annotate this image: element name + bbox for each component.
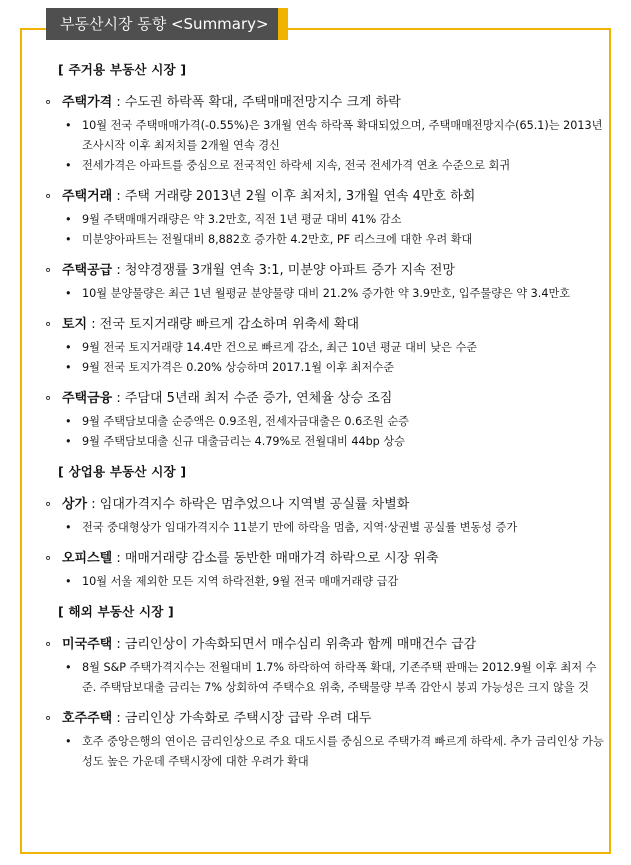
topic-description: : 금리인상 가속화로 주택시장 급락 우려 대두 — [112, 711, 372, 726]
bullet-list — [42, 338, 612, 378]
summary-content — [42, 58, 612, 782]
bullet-item: • 8월 S&P 주택가격지수는 전월대비 1.7% 하락하여 하락폭 확대, 기존주택 판매는 2012.9월 이후 최저 수준. 주택담보대출 금리는 7% 상회하여 주택수요 위축, 주택물량 부족 감안시 붕괴 가능성은 크지 않을 것 — [42, 658, 612, 698]
topic-heading — [42, 260, 612, 282]
topic-label: 상가 — [62, 497, 88, 512]
bullet-list — [42, 116, 612, 176]
topic-heading — [42, 186, 612, 208]
bullet-item: • 10월 서울 제외한 모든 지역 하락전환, 9월 전국 매매거래량 급감 — [42, 572, 612, 592]
topic-item — [42, 388, 612, 452]
topic-label: 토지 — [62, 317, 88, 332]
bullet-list — [42, 412, 612, 452]
bullet-list — [42, 658, 612, 698]
circle-bullet-icon: ∘ — [44, 391, 53, 406]
bullet-list — [42, 732, 612, 772]
circle-bullet-icon: ∘ — [44, 637, 53, 652]
topic-heading — [42, 548, 612, 570]
bullet-item: • 전세가격은 아파트를 중심으로 전국적인 하락세 지속, 전국 전세가격 연초 수준으로 회귀 — [42, 156, 612, 176]
topic-item — [42, 708, 612, 772]
topic-item — [42, 494, 612, 538]
bullet-list — [42, 518, 612, 538]
topic-label: 호주주택 — [62, 711, 113, 726]
bullet-list — [42, 210, 612, 250]
topic-item — [42, 260, 612, 304]
topic-heading — [42, 634, 612, 656]
circle-bullet-icon: ∘ — [44, 263, 53, 278]
section-header: [ 상업용 부동산 시장 ] — [58, 464, 187, 479]
section-header: [ 주거용 부동산 시장 ] — [58, 62, 187, 77]
bullet-item: • 9월 주택매매거래량은 약 3.2만호, 직전 1년 평균 대비 41% 감소 — [42, 210, 612, 230]
section-header: [ 해외 부동산 시장 ] — [58, 604, 174, 619]
circle-bullet-icon: ∘ — [44, 95, 53, 110]
circle-bullet-icon: ∘ — [44, 189, 53, 204]
topic-heading — [42, 494, 612, 516]
bullet-item: • 미분양아파트는 전월대비 8,882호 증가한 4.2만호, PF 리스크에 대한 우려 확대 — [42, 230, 612, 250]
bullet-item: • 9월 전국 토지가격은 0.20% 상승하며 2017.1월 이후 최저수준 — [42, 358, 612, 378]
bullet-item: • 10월 분양물량은 최근 1년 월평균 분양물량 대비 21.2% 증가한 약 3.9만호, 입주물량은 약 3.4만호 — [42, 284, 612, 304]
topic-heading — [42, 314, 612, 336]
topic-heading — [42, 388, 612, 410]
bullet-list — [42, 284, 612, 304]
topic-label: 미국주택 — [62, 637, 113, 652]
bullet-list — [42, 572, 612, 592]
topic-description: : 수도권 하락폭 확대, 주택매매전망지수 크게 하락 — [112, 95, 401, 110]
topic-description: : 주담대 5년래 최저 수준 증가, 연체율 상승 조짐 — [112, 391, 393, 406]
topic-label: 주택금융 — [62, 391, 113, 406]
topic-label: 주택공급 — [62, 263, 113, 278]
bullet-item: • 전국 중대형상가 임대가격지수 11분기 만에 하락을 멈춤, 지역·상권별 공실률 변동성 증가 — [42, 518, 612, 538]
topic-item — [42, 314, 612, 378]
topic-item — [42, 548, 612, 592]
topic-heading — [42, 708, 612, 730]
topic-description: : 임대가격지수 하락은 멈추었으나 지역별 공실률 차별화 — [87, 497, 410, 512]
summary-title: 부동산시장 동향 <Summary> — [46, 8, 288, 40]
circle-bullet-icon: ∘ — [44, 711, 53, 726]
circle-bullet-icon: ∘ — [44, 551, 53, 566]
topic-heading — [42, 92, 612, 114]
topic-description: : 매매거래량 감소를 동반한 매매가격 하락으로 시장 위축 — [112, 551, 439, 566]
topic-description: : 청약경쟁률 3개월 연속 3:1, 미분양 아파트 증가 지속 전망 — [112, 263, 455, 278]
topic-description: : 금리인상이 가속화되면서 매수심리 위축과 함께 매매건수 급감 — [112, 637, 477, 652]
bullet-item: • 10월 전국 주택매매가격(-0.55%)은 3개월 연속 하락폭 확대되었으며, 주택매매전망지수(65.1)는 2013년 조사시작 이후 최저치를 2개월 연속 경신 — [42, 116, 612, 156]
topic-item — [42, 634, 612, 698]
topic-description: : 주택 거래량 2013년 2월 이후 최저치, 3개월 연속 4만호 하회 — [112, 189, 476, 204]
circle-bullet-icon: ∘ — [44, 497, 53, 512]
topic-label: 주택거래 — [62, 189, 113, 204]
bullet-item: • 9월 주택담보대출 신규 대출금리는 4.79%로 전월대비 44bp 상승 — [42, 432, 612, 452]
bullet-item: • 9월 전국 토지거래량 14.4만 건으로 빠르게 감소, 최근 10년 평균 대비 낮은 수준 — [42, 338, 612, 358]
bullet-item: • 9월 주택담보대출 순증액은 0.9조원, 전세자금대출은 0.6조원 순증 — [42, 412, 612, 432]
topic-label: 오피스텔 — [62, 551, 113, 566]
circle-bullet-icon: ∘ — [44, 317, 53, 332]
topic-item — [42, 92, 612, 176]
topic-label: 주택가격 — [62, 95, 113, 110]
topic-item — [42, 186, 612, 250]
bullet-item: • 호주 중앙은행의 연이은 금리인상으로 주요 대도시를 중심으로 주택가격 빠르게 하락세. 추가 금리인상 가능성도 높은 가운데 주택시장에 대한 우려가 확대 — [42, 732, 612, 772]
topic-description: : 전국 토지거래량 빠르게 감소하며 위축세 확대 — [87, 317, 360, 332]
